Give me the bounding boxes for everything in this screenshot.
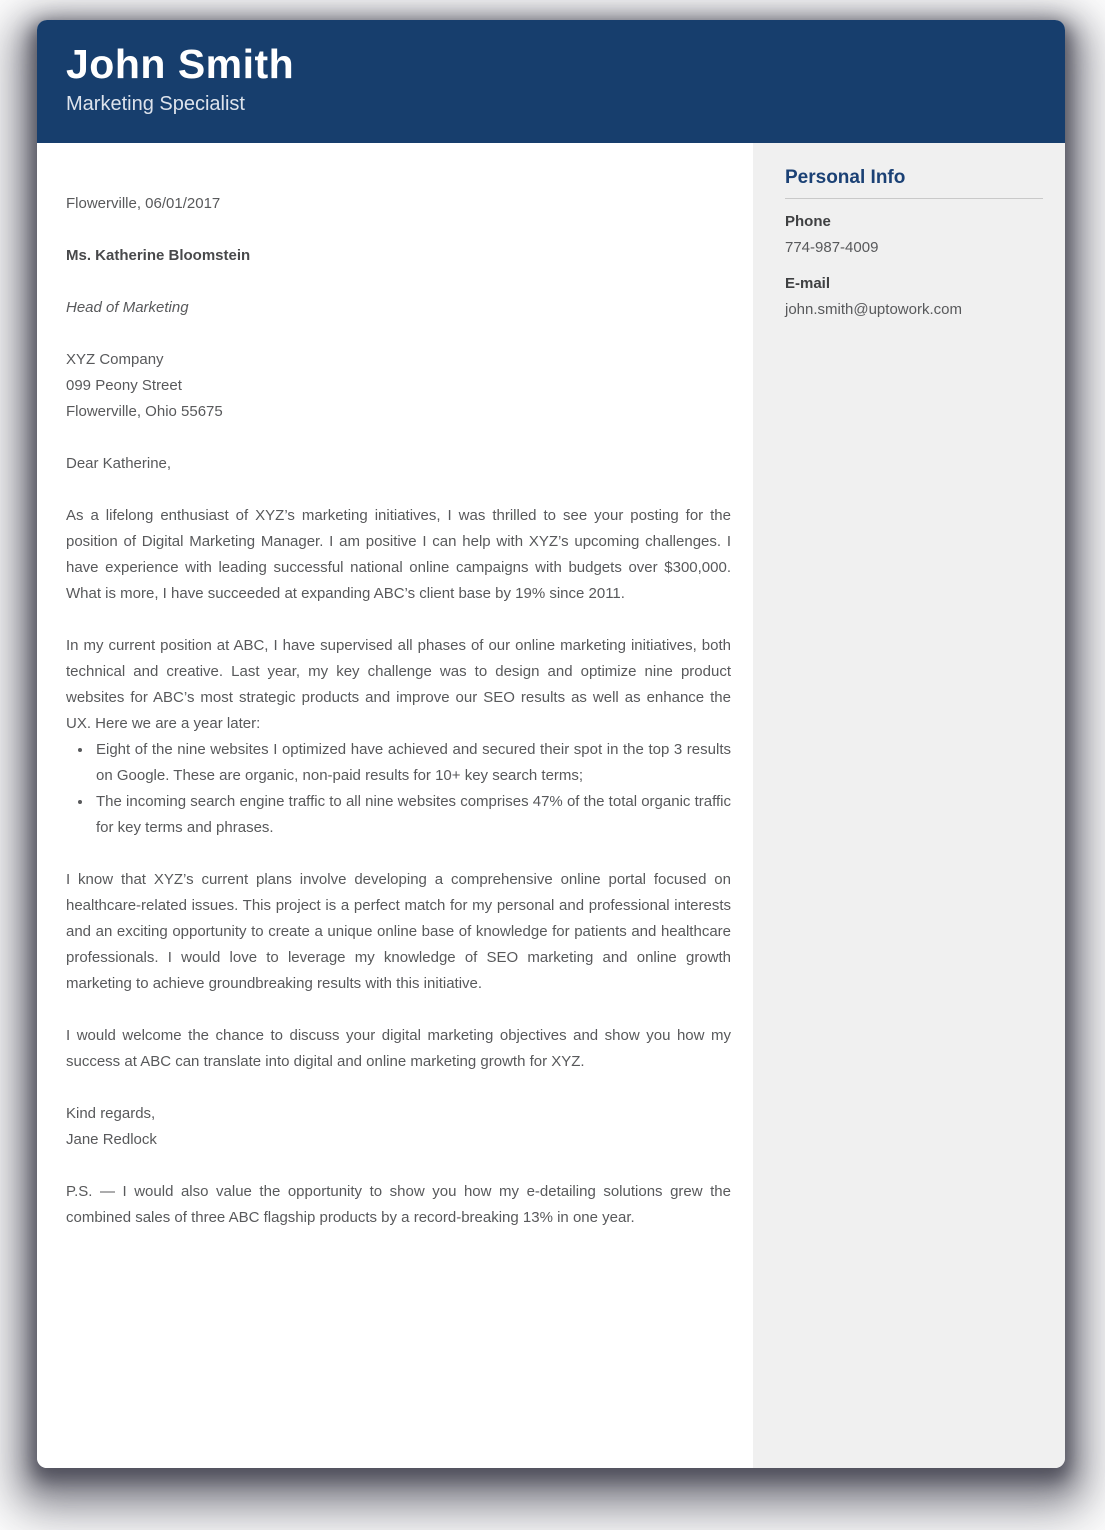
- list-item: • The incoming search engine traffic to all nine websites comprises 47% of the total organic traffic for key terms and phrases.: [93, 789, 731, 841]
- sender-name: Jane Redlock: [66, 1131, 157, 1148]
- email-value: john.smith@uptowork.com: [785, 301, 962, 318]
- list-item: • Eight of the nine websites I optimized have achieved and secured their spot in the top 3 results on Google. These are organic, non-paid results for 10+ key search terms;: [93, 737, 731, 789]
- paragraph-4: I would welcome the chance to discuss your digital marketing objectives and show you how my success at ABC can translate into digital and online marketing growth for XYZ.: [66, 1027, 731, 1070]
- sidebar-title: Personal Info: [785, 167, 1043, 199]
- paragraph-1: As a lifelong enthusiast of XYZ’s marketing initiatives, I was thrilled to see your posting for the position of Digital Marketing Manager. I am positive I can help with XYZ’s upcoming challenges. I have experience with leading successful national online campaigns with budgets over $300,000. What is more, I have succeeded at expanding ABC’s client base by 19% since 2011.: [66, 507, 731, 602]
- postscript: P.S. — I would also value the opportunity to show you how my e-detailing solutions grew the combined sales of three ABC flagship products by a record-breaking 13% in one year.: [66, 1183, 731, 1226]
- personal-info-sidebar: [753, 143, 1065, 1468]
- closing-phrase: Kind regards,: [66, 1105, 156, 1122]
- achievement-list: [66, 737, 731, 841]
- recipient-name: Ms. Katherine Bloomstein: [66, 247, 251, 264]
- page-body: [37, 143, 1065, 1468]
- recipient-role: Head of Marketing: [66, 299, 189, 316]
- date-line: Flowerville, 06/01/2017: [66, 195, 221, 212]
- recipient-address: [66, 347, 731, 425]
- closing-block: [66, 1101, 731, 1153]
- company-city: Flowerville, Ohio 55675: [66, 403, 223, 420]
- company-name: XYZ Company: [66, 351, 164, 368]
- header-band: [37, 20, 1065, 143]
- salutation: Dear Katherine,: [66, 455, 172, 472]
- letter-column: [37, 143, 753, 1468]
- company-street: 099 Peony Street: [66, 377, 182, 394]
- paragraph-2: In my current position at ABC, I have supervised all phases of our online marketing initiatives, both technical and creative. Last year, my key challenge was to design and optimize nine product websites for ABC’s most strategic products and improve our SEO results as well as enhance the UX. Here we are a year later:: [66, 637, 731, 732]
- paragraph-3: I know that XYZ’s current plans involve developing a comprehensive online portal focused on healthcare-related issues. This project is a perfect match for my personal and professional interests and an exciting opportunity to create a unique online base of knowledge for patients and healthcare professionals. I would love to leverage my knowledge of SEO marketing and online growth marketing to achieve groundbreaking results with this initiative.: [66, 871, 731, 992]
- phone-label: Phone: [785, 213, 831, 230]
- person-job-title: Marketing Specialist: [66, 93, 245, 115]
- email-label: E-mail: [785, 275, 831, 292]
- person-name: John Smith: [66, 41, 295, 87]
- phone-value: 774-987-4009: [785, 239, 879, 256]
- cover-letter-page: [37, 20, 1065, 1468]
